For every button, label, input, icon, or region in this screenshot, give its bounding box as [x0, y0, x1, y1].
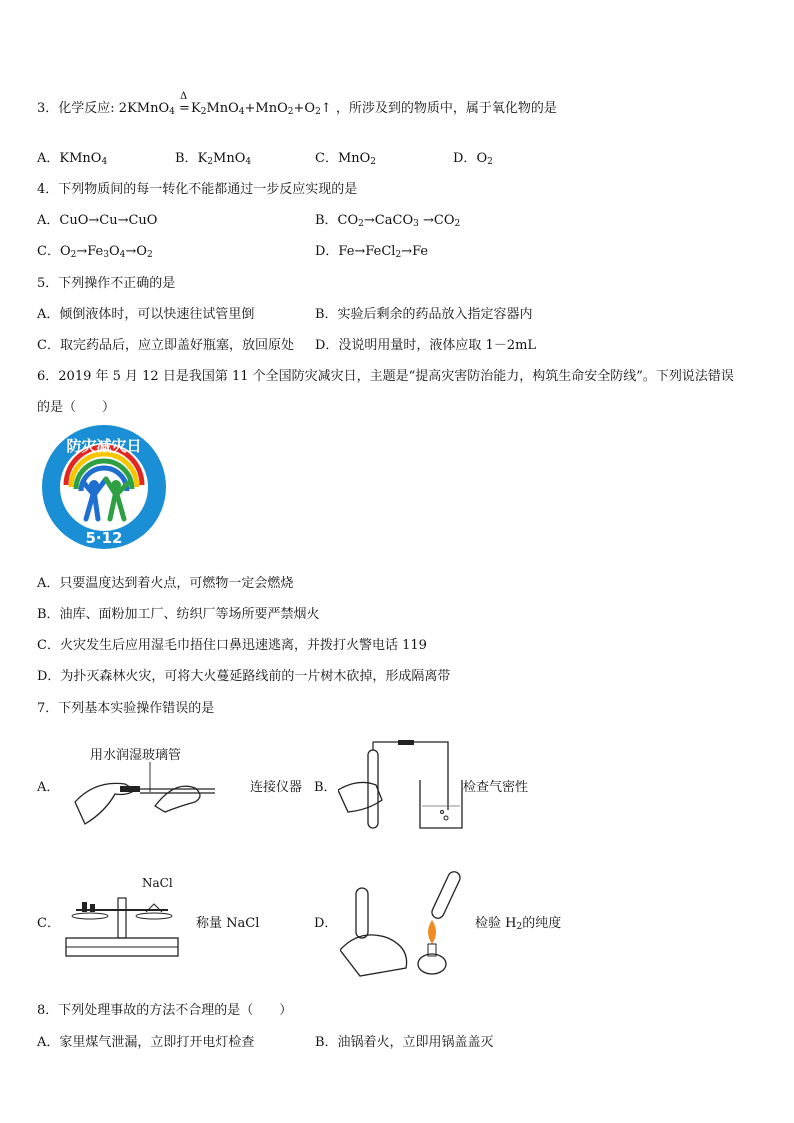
q8-option-b[interactable]: B．油锅着火，立即用锅盖盖灭 [315, 1035, 494, 1050]
option-text: →CO [418, 213, 455, 228]
q6-option-c[interactable]: C．火灾发生后应用湿毛巾捂住口鼻迅速逃离，并拨打火警电话 119 [37, 638, 427, 653]
q3-suffix: ，所涉及到的物质中，属于氧化物的是 [335, 101, 557, 116]
q3-prefix: 3．化学反应: [37, 101, 115, 116]
q5-option-a[interactable]: A．倾倒液体时，可以快速往试管里倒 [37, 307, 255, 322]
q3-option-d[interactable] [453, 147, 493, 167]
option-sub: 2 [370, 157, 377, 167]
option-text: O [108, 244, 120, 259]
option-sub: 2 [487, 157, 493, 167]
q6-stem-line2: 的是（ ） [37, 400, 116, 415]
option-text: KMnO [59, 151, 102, 166]
option-text: →Fe [401, 244, 429, 259]
logo-date: 5·12 [85, 529, 123, 547]
q3-equation: 2KMnO$_4$ Δ $=K_2MnO_4+MnO_2+O_2↑$ [118, 91, 332, 117]
option-letter: C． [315, 151, 338, 166]
option-text: →O [125, 244, 147, 259]
option-text: K [197, 151, 208, 166]
option-text: →Fe [76, 244, 104, 259]
q6-option-a[interactable]: A．只要温度达到着火点，可燃物一定会燃烧 [37, 576, 294, 591]
hydrogen-purity-figure [340, 868, 470, 978]
q4-stem: 4．下列物质间的每一转化不能都通过一步反应实现的是 [37, 182, 358, 197]
q7-option-b-letter[interactable]: B． [314, 780, 337, 795]
option-sub: 4 [245, 157, 252, 167]
q6-stem-line1: 6．2019 年 5 月 12 日是我国第 11 个全国防灾减灾日，主题是“提高灾害防治能力，构筑生命安全防线”。下列说法错误 [37, 369, 734, 384]
option-text: B．CO [315, 213, 359, 228]
option-letter: D． [453, 151, 477, 166]
q4-option-b[interactable]: B．$CO_2\to CaCO_3 \to CO_2$ [315, 213, 461, 229]
q7-b-caption: 检查气密性 [463, 780, 529, 795]
option-text: →CaCO [363, 213, 414, 228]
q5-option-d[interactable]: D．没说明用量时，液体应取 1－2mL [315, 338, 537, 353]
option-sub: 4 [101, 157, 108, 167]
connect-instrument-figure [65, 762, 225, 834]
q3-option-a[interactable] [37, 147, 107, 167]
eq-product2: +MnO [244, 101, 288, 116]
q7-option-d-letter[interactable]: D． [314, 916, 338, 931]
eq-gas-arrow: ↑ [320, 101, 332, 116]
q8-stem: 8．下列处理事故的方法不合理的是（ ） [37, 1003, 293, 1018]
caption-text: 检验 H [475, 916, 517, 931]
eq-condition: Δ = [179, 91, 190, 116]
q4-option-a[interactable]: A．CuO→Cu→CuO [37, 213, 158, 228]
q3-option-c[interactable] [315, 147, 376, 167]
q7-d-caption [475, 912, 561, 932]
q7-c-caption-top: NaCl [142, 876, 173, 890]
eq-product3: +O [293, 101, 316, 116]
option-text: MnO [213, 151, 246, 166]
q7-stem: 7．下列基本实验操作错误的是 [37, 701, 215, 716]
eq-reactant: 2KMnO [118, 101, 170, 116]
q5-stem: 5．下列操作不正确的是 [37, 276, 176, 291]
balance-figure [62, 890, 182, 960]
eq-product1: K [191, 101, 201, 116]
option-letter: A． [37, 151, 60, 166]
option-text: C．O [37, 244, 71, 259]
q7-option-c-letter[interactable]: C． [37, 916, 60, 931]
disaster-day-logo [40, 423, 168, 551]
airtightness-figure [338, 740, 468, 832]
option-text: O [476, 151, 488, 166]
q4-option-d[interactable]: D．Fe→FeCl$_2$→Fe [315, 244, 429, 260]
caption-text: 的纯度 [522, 916, 562, 931]
q4-option-c[interactable]: C．$O_2\to Fe_3O_4\to O_2$ [37, 244, 153, 260]
caption-sub: 2 [516, 922, 523, 932]
option-text: MnO [337, 151, 371, 166]
q6-option-b[interactable]: B．油库、面粉加工厂、纺织厂等场所要严禁烟火 [37, 607, 320, 622]
q3-option-b[interactable] [175, 147, 251, 167]
q6-option-d[interactable]: D．为扑灭森林火灾，可将大火蔓延路线前的一片树木砍掉，形成隔离带 [37, 669, 451, 684]
q7-option-a-letter[interactable]: A． [37, 780, 60, 795]
option-sub: 2 [207, 157, 214, 167]
option-letter: B． [175, 151, 198, 166]
q5-option-c[interactable]: C．取完药品后，应立即盖好瓶塞，放回原处 [37, 338, 294, 353]
q7-c-caption: 称量 NaCl [196, 916, 260, 931]
logo-title: 防灾减灾日 [66, 437, 142, 455]
q5-option-b[interactable]: B．实验后剩余的药品放入指定容器内 [315, 307, 533, 322]
q8-option-a[interactable]: A．家里煤气泄漏，立即打开电灯检查 [37, 1035, 255, 1050]
q7-a-caption: 连接仪器 [250, 780, 303, 795]
q7-a-caption-top: 用水润湿玻璃管 [90, 748, 182, 763]
option-text: D．Fe→FeCl [315, 244, 396, 259]
q3-stem [37, 91, 557, 117]
eq-product1b: MnO [206, 101, 239, 116]
eq-heat-symbol: Δ [180, 91, 188, 102]
